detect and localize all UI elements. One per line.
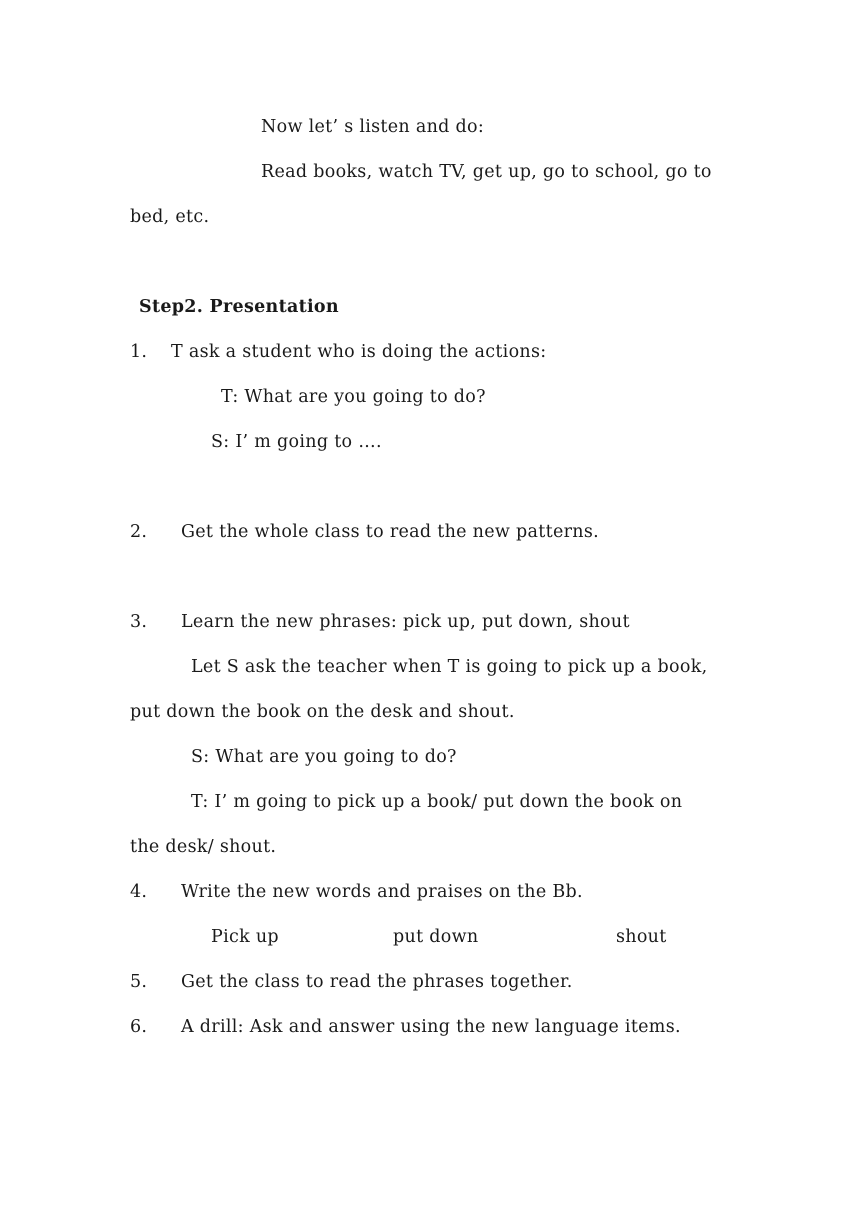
item-2-text: Get the whole class to read the new patterns. [181, 522, 599, 542]
actions-line-1: Read books, watch TV, get up, go to school, go to [261, 162, 712, 182]
item-5-text: Get the class to read the phrases together. [181, 972, 573, 992]
actions-line-2: bed, etc. [130, 207, 210, 227]
item-1-dialogue-teacher: T: What are you going to do? [221, 387, 486, 407]
item-3-paragraph-line-2: put down the book on the desk and shout. [130, 702, 515, 722]
item-6-number: 6. [130, 1017, 148, 1037]
phrase-shout: shout [616, 927, 667, 947]
item-4-text: Write the new words and praises on the Bb. [181, 882, 583, 902]
phrase-put-down: put down [393, 927, 479, 947]
item-1-dialogue-student: S: I’ m going to …. [211, 432, 382, 452]
item-3-paragraph-line-1: Let S ask the teacher when T is going to pick up a book, [191, 657, 708, 677]
item-3-number: 3. [130, 612, 148, 632]
item-1-number: 1. [130, 342, 148, 362]
item-2-number: 2. [130, 522, 148, 542]
intro-line: Now let’ s listen and do: [261, 117, 485, 137]
item-3-dialogue-continuation: the desk/ shout. [130, 837, 277, 857]
step-heading: Step2. Presentation [139, 297, 339, 317]
phrase-pick-up: Pick up [211, 927, 279, 947]
item-1-text: T ask a student who is doing the actions: [171, 342, 547, 362]
item-3-dialogue-teacher: T: I’ m going to pick up a book/ put down the book on [191, 792, 683, 812]
item-3-dialogue-student: S: What are you going to do? [191, 747, 457, 767]
item-4-number: 4. [130, 882, 148, 902]
item-6-text: A drill: Ask and answer using the new language items. [181, 1017, 681, 1037]
item-5-number: 5. [130, 972, 148, 992]
item-3-text: Learn the new phrases: pick up, put down, shout [181, 612, 630, 632]
